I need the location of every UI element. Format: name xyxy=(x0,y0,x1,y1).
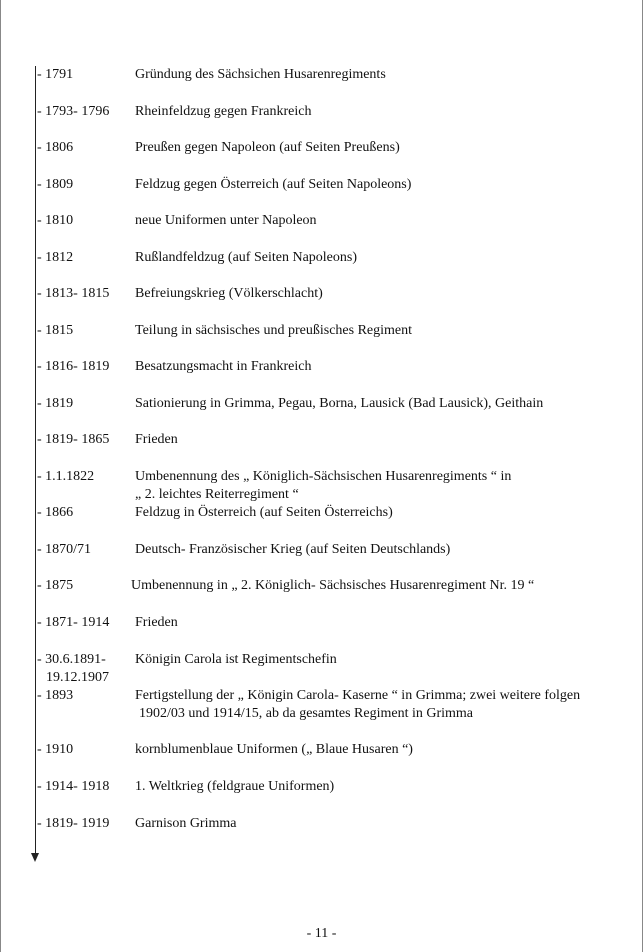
timeline-line xyxy=(35,66,36,854)
entry-text: 1. Weltkrieg (feldgraue Uniformen) xyxy=(135,779,335,794)
entry-text: Sationierung in Grimma, Pegau, Borna, Lausick (Bad Lausick), Geithain xyxy=(135,396,544,411)
entry-date: - 1806 xyxy=(37,140,74,155)
entry-text-continued: 1902/03 und 1914/15, ab da gesamtes Regiment in Grimma xyxy=(139,706,474,721)
entry-date: - 1910 xyxy=(37,742,74,757)
entry-text: Frieden xyxy=(135,615,178,630)
entry-date: - 1819 xyxy=(37,396,74,411)
entry-date: - 1813- 1815 xyxy=(37,286,110,301)
entry-date: - 1.1.1822 xyxy=(37,469,95,484)
entry-date: - 1819- 1919 xyxy=(37,816,110,831)
entry-text: Teilung in sächsisches und preußisches Regiment xyxy=(135,323,413,338)
entry-text: Deutsch- Französischer Krieg (auf Seiten Deutschlands) xyxy=(135,542,451,557)
entry-date: - 1875 xyxy=(37,578,74,593)
entry-date: - 1791 xyxy=(37,67,74,82)
entry-date: - 1810 xyxy=(37,213,74,228)
entry-text: Frieden xyxy=(135,432,178,447)
entry-date: - 1870/71 xyxy=(37,542,92,557)
entry-text: Rußlandfeldzug (auf Seiten Napoleons) xyxy=(135,250,357,265)
entry-date: - 1893 xyxy=(37,688,74,703)
entry-date: - 1809 xyxy=(37,177,74,192)
entry-text: Feldzug gegen Österreich (auf Seiten Napoleons) xyxy=(135,177,412,192)
entry-date-continued: 19.12.1907 xyxy=(46,670,109,685)
entry-text: Umbenennung des „ Königlich-Sächsischen Husarenregiments “ in xyxy=(135,469,512,484)
entry-text: Rheinfeldzug gegen Frankreich xyxy=(135,104,312,119)
entry-text: Preußen gegen Napoleon (auf Seiten Preußens) xyxy=(135,140,400,155)
entry-text: neue Uniformen unter Napoleon xyxy=(135,213,317,228)
entry-date: - 1816- 1819 xyxy=(37,359,110,374)
entry-date: - 1812 xyxy=(37,250,74,265)
page-number: - 11 - xyxy=(306,926,337,941)
entry-text: kornblumenblaue Uniformen („ Blaue Husaren “) xyxy=(135,742,413,757)
entry-text: Feldzug in Österreich (auf Seiten Österreichs) xyxy=(135,505,393,520)
entry-text: Befreiungskrieg (Völkerschlacht) xyxy=(135,286,323,301)
entry-text-continued: „ 2. leichtes Reiterregiment “ xyxy=(135,487,299,502)
timeline-arrow-icon xyxy=(31,853,39,862)
entry-date: - 1914- 1918 xyxy=(37,779,110,794)
entry-text: Besatzungsmacht in Frankreich xyxy=(135,359,312,374)
entry-text: Garnison Grimma xyxy=(135,816,237,831)
entry-text: Fertigstellung der „ Königin Carola- Kaserne “ in Grimma; zwei weitere folgen xyxy=(135,688,581,703)
entry-date: - 1866 xyxy=(37,505,74,520)
page-frame-left xyxy=(0,0,1,952)
entry-date: - 30.6.1891- xyxy=(37,652,106,667)
entry-text: Königin Carola ist Regimentschefin xyxy=(135,652,337,667)
entry-date: - 1793- 1796 xyxy=(37,104,110,119)
entry-text: Gründung des Sächsichen Husarenregiments xyxy=(135,67,386,82)
entry-date: - 1815 xyxy=(37,323,74,338)
entry-text: Umbenennung in „ 2. Königlich- Sächsisches Husarenregiment Nr. 19 “ xyxy=(131,578,535,593)
entry-date: - 1819- 1865 xyxy=(37,432,110,447)
entry-date: - 1871- 1914 xyxy=(37,615,110,630)
